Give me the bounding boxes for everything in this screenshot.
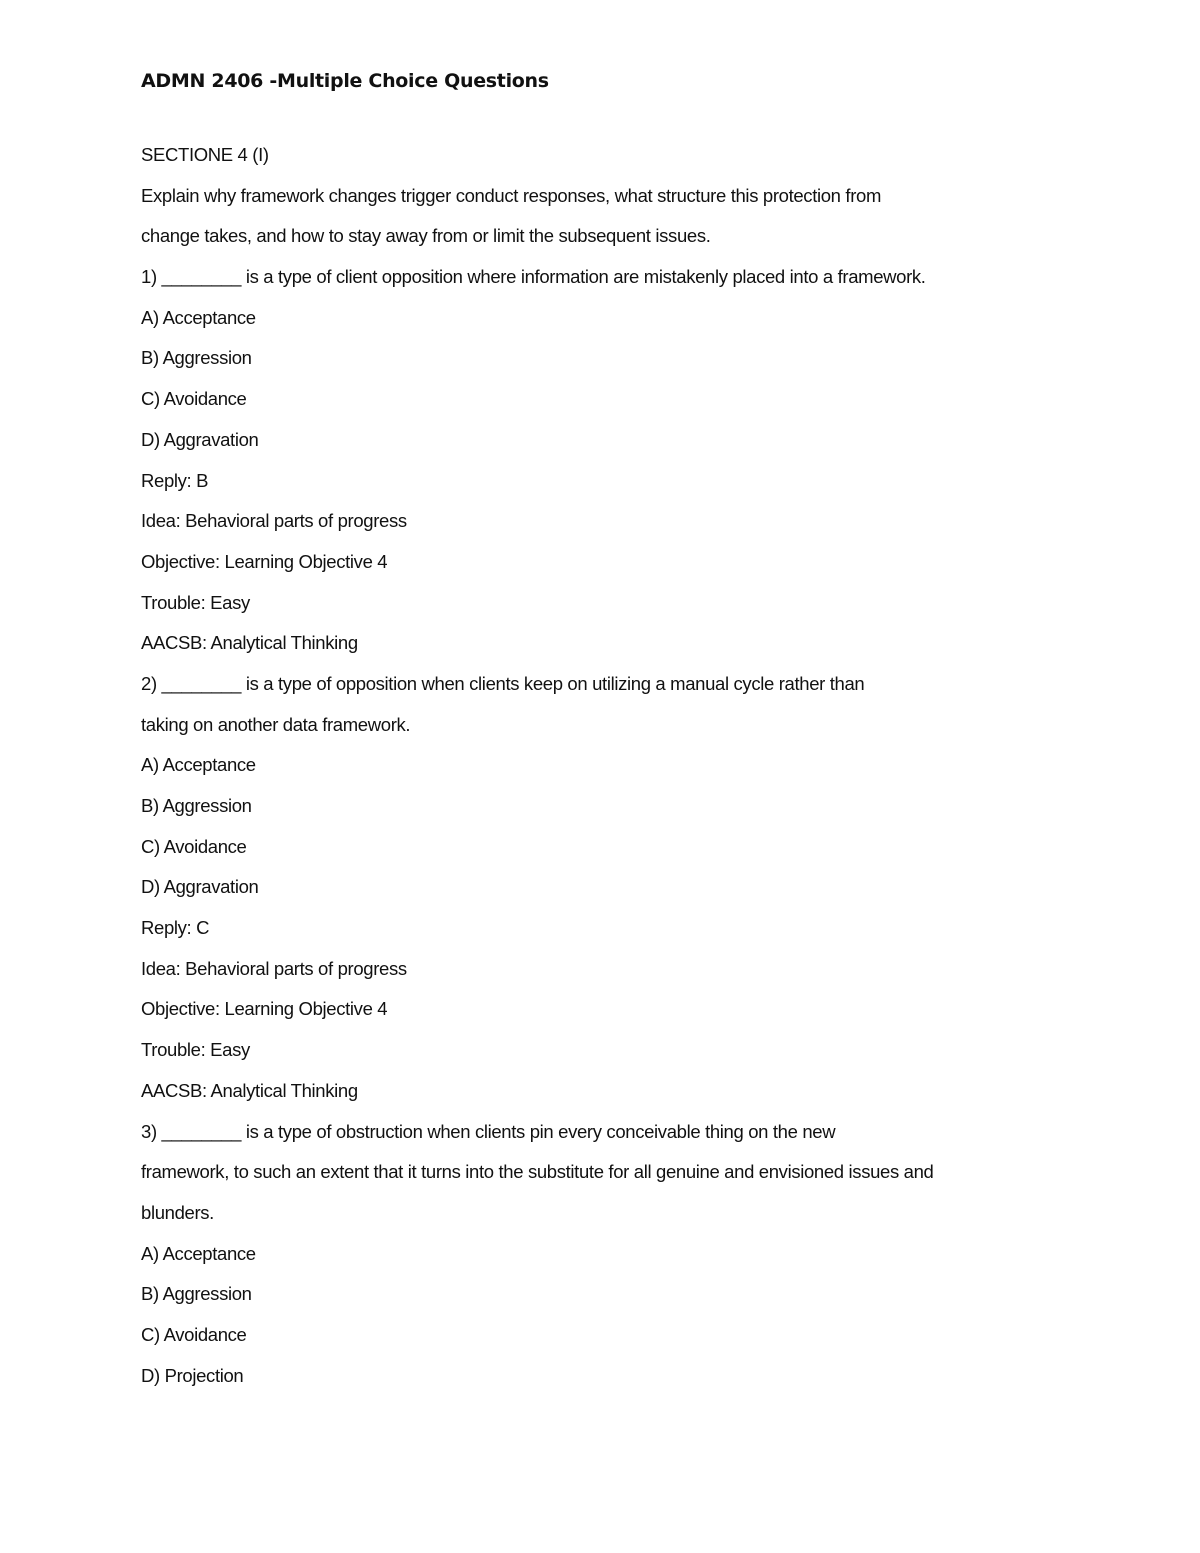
question-2-option-b: B) Aggression: [141, 795, 252, 816]
question-2-objective: Objective: Learning Objective 4: [141, 998, 388, 1020]
question-3-option-b: B) Aggression: [141, 1283, 252, 1305]
document-title: ADMN 2406 -Multiple Choice Questions: [141, 70, 549, 92]
question-2-option-c: C) Avoidance: [141, 835, 247, 857]
question-3-option-c: C) Avoidance: [141, 1323, 247, 1345]
question-1-option-d: D) Aggravation: [141, 428, 259, 450]
question-1-option-c: C) Avoidance: [141, 388, 247, 410]
question-2-idea: Idea: Behavioral parts of progress: [141, 957, 407, 979]
question-1-objective: Objective: Learning Objective 4: [141, 550, 388, 572]
question-2-answer: Reply: C: [141, 917, 210, 939]
question-1-difficulty: Trouble: Easy: [141, 591, 250, 613]
question-2-stem-line-1: 2) ________ is a type of opposition when clients keep on utilizing a manual cycle rather than: [141, 672, 865, 694]
question-1-idea: Idea: Behavioral parts of progress: [141, 510, 407, 532]
question-3-option-d: D) Projection: [141, 1364, 244, 1386]
instruction-line-2: change takes, and how to stay away from or limit the subsequent issues.: [141, 225, 711, 247]
question-1-aacsb: AACSB: Analytical Thinking: [141, 632, 358, 654]
question-1-stem: 1) ________ is a type of client opposition where information are mistakenly placed into a framework.: [141, 266, 926, 288]
question-2-option-a: A) Acceptance: [141, 754, 256, 776]
question-1-option-a: A) Acceptance: [141, 306, 256, 328]
question-3-stem-line-2: framework, to such an extent that it turns into the substitute for all genuine and envisioned issues and: [141, 1161, 934, 1183]
instruction-line-1: Explain why framework changes trigger conduct responses, what structure this protection from: [141, 184, 882, 206]
question-1-answer: Reply: B: [141, 469, 209, 491]
question-1-option-b: B) Aggression: [141, 347, 252, 369]
question-3-stem-line-1: 3) ________ is a type of obstruction when clients pin every conceivable thing on the new: [141, 1120, 836, 1142]
question-2-difficulty: Trouble: Easy: [141, 1039, 250, 1061]
section-heading: SECTIONE 4 (I): [141, 144, 269, 165]
question-3-stem-line-3: blunders.: [141, 1201, 214, 1223]
question-2-aacsb: AACSB: Analytical Thinking: [141, 1079, 358, 1101]
question-2-option-d: D) Aggravation: [141, 876, 259, 898]
document-body: [141, 141, 1061, 1402]
question-2-stem-line-2: taking on another data framework.: [141, 713, 411, 735]
question-3-option-a: A) Acceptance: [141, 1242, 256, 1264]
